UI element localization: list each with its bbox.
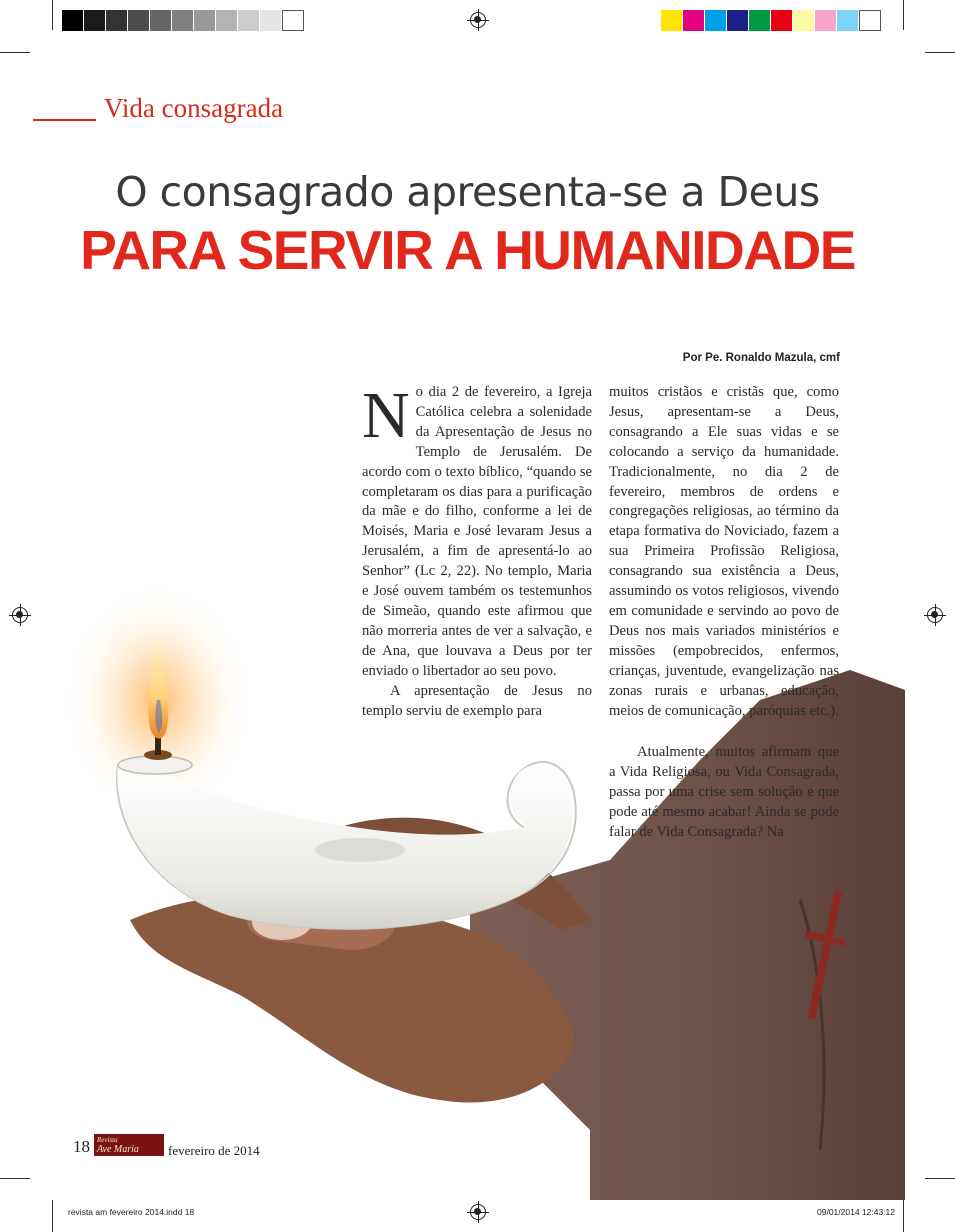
color-swatch bbox=[216, 10, 238, 31]
paragraph-4: Atualmente, muitos afirmam que a Vida Religiosa, ou Vida Consagrada, passa por uma crise sem solução e que pode até mesmo acabar! Ainda se pode falar de Vida Consagrada? Na bbox=[609, 744, 839, 840]
color-swatch-bar bbox=[661, 10, 881, 31]
color-swatch bbox=[238, 10, 260, 31]
magazine-logo bbox=[94, 1134, 164, 1156]
color-swatch bbox=[749, 10, 771, 31]
color-swatch bbox=[661, 10, 683, 31]
column-1 bbox=[362, 379, 592, 721]
logo-small-text: Revista bbox=[97, 1136, 118, 1144]
column-2-continued bbox=[609, 743, 839, 843]
registration-mark-bottom bbox=[470, 1204, 486, 1220]
section-label: Vida consagrada bbox=[104, 93, 284, 123]
paragraph-3: muitos cristãos e cristãs que, como Jesus, apresentam-se a Deus, consagrando a Ele suas vidas e se colocando a serviço da humanidade. Tradicionalmente, no dia 2 de fevereiro, membros de ordens e congregações religiosas, ao término da etapa formativa do Noviciado, fazem a sua Primeira Profissão Religiosa, consagrando sua existência a Deus, assumindo os votos religiosos, vivendo em comunidade e servindo ao povo de Deus nos mais variados ministérios e missões (empobrecidos, enfermos, crianças, juventude, evangelização nas zonas rurais e urbanas, educação, meios de comunicação, paróquias etc.). bbox=[609, 384, 839, 719]
title-line-2: PARA SERVIR A HUMANIDADE bbox=[80, 219, 855, 281]
color-swatch bbox=[771, 10, 793, 31]
color-swatch bbox=[260, 10, 282, 31]
registration-mark-right bbox=[927, 607, 943, 623]
paragraph-1-text: o dia 2 de fevereiro, a Igreja Católica celebra a solenidade da Apresentação de Jesus no Templo de Jerusalém. De acordo com o texto bíblico, “quando se completaram os dias para a purificação da mãe e do filho, conforme a lei de Moisés, Maria e José levaram Jesus a Jerusalém, a fim de apresentá-lo ao Senhor” (Lc 2, 22). No templo, Maria e José ouvem também os testemunhos de Simeão, quando este afirmou que não morreria antes de ver a salvação, e de Ana, que louvava a Deus por ter enviado o libertador ao seu povo. bbox=[362, 384, 592, 679]
page-number: 18 bbox=[73, 1137, 90, 1156]
logo-main-text: Ave Maria bbox=[97, 1144, 139, 1155]
crop-mark bbox=[903, 1200, 904, 1232]
color-swatch bbox=[815, 10, 837, 31]
color-swatch bbox=[282, 10, 304, 31]
color-swatch bbox=[172, 10, 194, 31]
crop-mark bbox=[903, 0, 904, 30]
color-swatch bbox=[705, 10, 727, 31]
section-rule bbox=[33, 119, 96, 121]
slug-timestamp: 09/01/2014 12:43:12 bbox=[817, 1207, 895, 1217]
gray-swatch-bar bbox=[62, 10, 304, 31]
issue-date: fevereiro de 2014 bbox=[168, 1143, 260, 1158]
color-swatch bbox=[106, 10, 128, 31]
paragraph-2: A apresentação de Jesus no templo serviu de exemplo para bbox=[362, 682, 592, 719]
color-swatch bbox=[837, 10, 859, 31]
registration-mark-top bbox=[470, 12, 486, 28]
color-swatch bbox=[84, 10, 106, 31]
slug-file-name: revista am fevereiro 2014.indd 18 bbox=[68, 1207, 195, 1217]
crop-mark bbox=[52, 1200, 53, 1232]
column-2 bbox=[609, 383, 839, 721]
title-line-1: O consagrado apresenta-se a Deus bbox=[115, 168, 820, 216]
color-swatch bbox=[683, 10, 705, 31]
paragraph-1 bbox=[362, 379, 592, 682]
color-swatch bbox=[859, 10, 881, 31]
crop-mark bbox=[52, 0, 53, 30]
color-swatch bbox=[793, 10, 815, 31]
crop-mark bbox=[925, 1178, 955, 1179]
color-swatch bbox=[150, 10, 172, 31]
byline: Por Pe. Ronaldo Mazula, cmf bbox=[682, 352, 840, 364]
color-swatch bbox=[128, 10, 150, 31]
crop-mark bbox=[925, 52, 955, 53]
drop-cap: N bbox=[362, 379, 410, 452]
color-swatch bbox=[194, 10, 216, 31]
crop-mark bbox=[0, 52, 30, 53]
color-swatch bbox=[62, 10, 84, 31]
color-swatch bbox=[727, 10, 749, 31]
